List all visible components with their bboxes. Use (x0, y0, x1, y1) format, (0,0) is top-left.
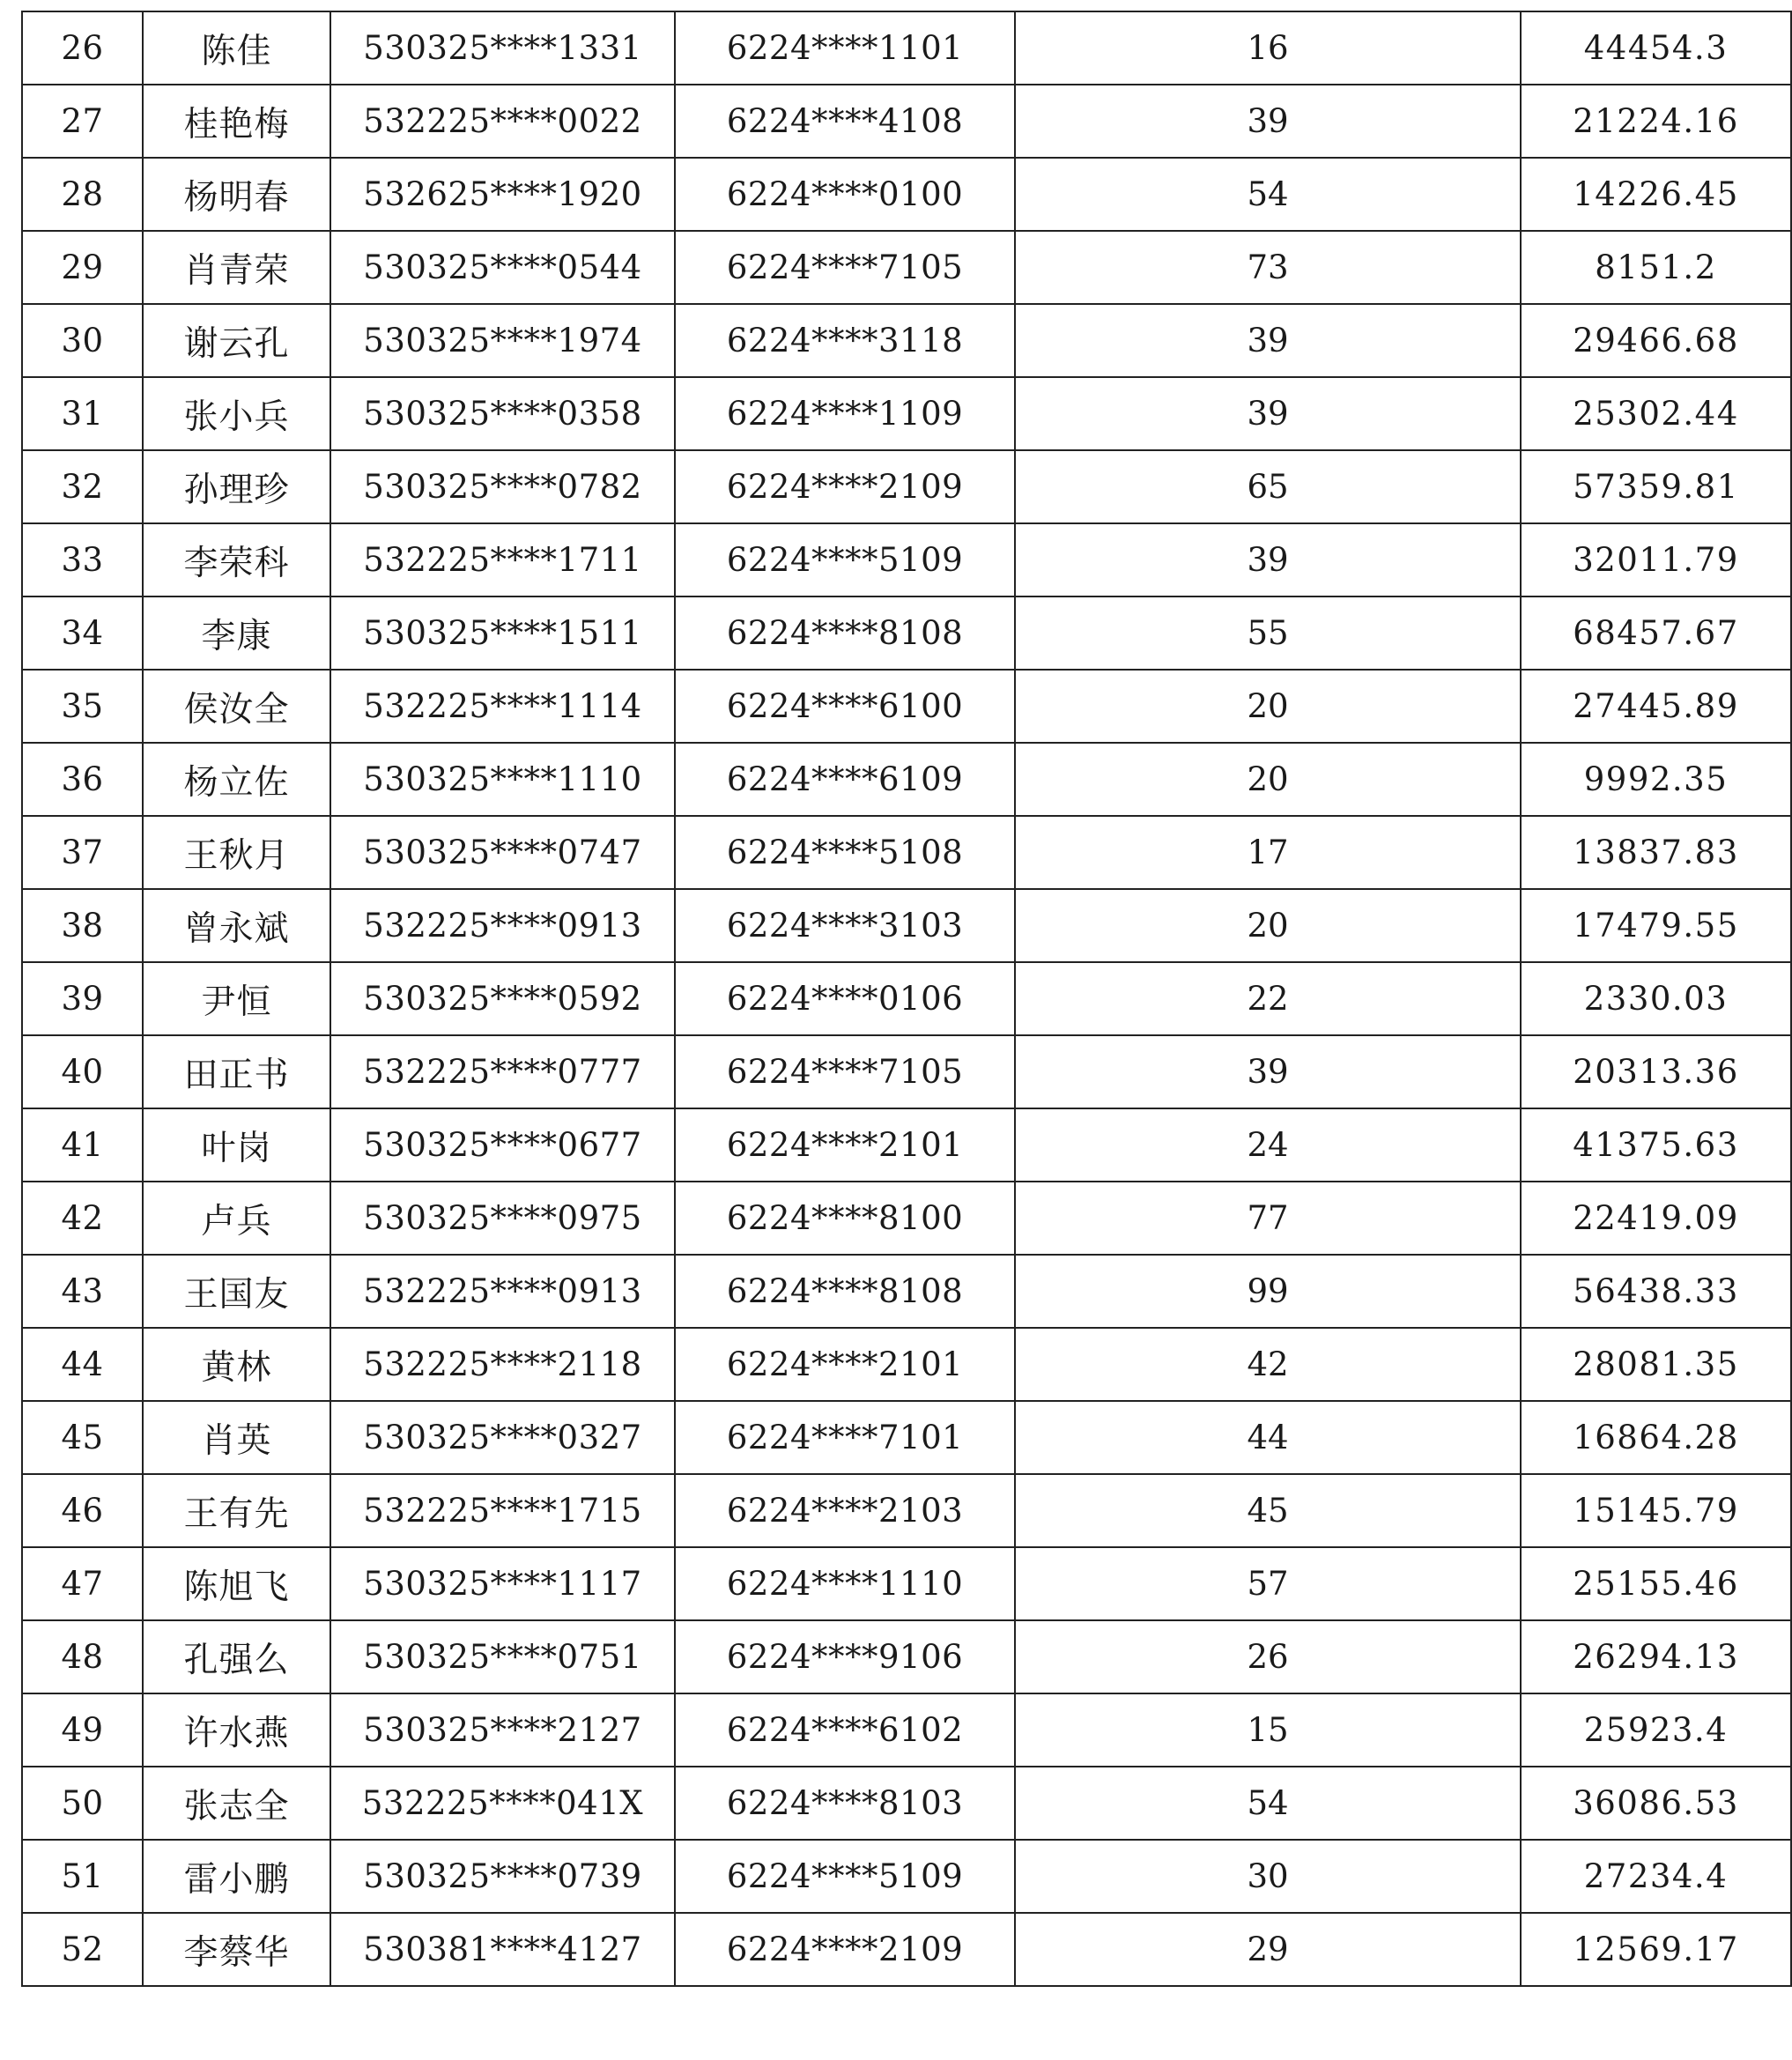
cell-amount: 25923.4 (1521, 1693, 1791, 1767)
cell-person-name: 卢兵 (143, 1182, 330, 1255)
cell-bank-card: 6224****0106 (675, 962, 1015, 1035)
cell-person-name: 曾永斌 (143, 889, 330, 962)
cell-bank-card: 6224****3103 (675, 889, 1015, 962)
cell-amount: 36086.53 (1521, 1767, 1791, 1840)
table-row (22, 743, 1791, 816)
cell-id-number: 532225****2118 (330, 1328, 675, 1401)
table-row (22, 1693, 1791, 1767)
cell-person-name: 雷小鹏 (143, 1840, 330, 1913)
cell-person-name: 李蔡华 (143, 1913, 330, 1986)
cell-id-number: 530325****1974 (330, 304, 675, 377)
cell-id-number: 532225****0777 (330, 1035, 675, 1108)
table-row (22, 1182, 1791, 1255)
cell-person-name: 黄林 (143, 1328, 330, 1401)
cell-serial-number: 30 (22, 304, 143, 377)
cell-bank-card: 6224****8100 (675, 1182, 1015, 1255)
cell-count: 39 (1015, 377, 1521, 450)
cell-count: 22 (1015, 962, 1521, 1035)
cell-person-name: 肖英 (143, 1401, 330, 1474)
cell-bank-card: 6224****2101 (675, 1328, 1015, 1401)
cell-person-name: 孙理珍 (143, 450, 330, 523)
cell-amount: 16864.28 (1521, 1401, 1791, 1474)
cell-amount: 22419.09 (1521, 1182, 1791, 1255)
cell-id-number: 532225****1711 (330, 523, 675, 597)
cell-bank-card: 6224****2109 (675, 1913, 1015, 1986)
cell-amount: 68457.67 (1521, 597, 1791, 670)
table-row (22, 450, 1791, 523)
cell-count: 17 (1015, 816, 1521, 889)
cell-person-name: 杨明春 (143, 158, 330, 231)
cell-person-name: 谢云孔 (143, 304, 330, 377)
cell-bank-card: 6224****1101 (675, 11, 1015, 85)
cell-amount: 26294.13 (1521, 1620, 1791, 1693)
cell-bank-card: 6224****9106 (675, 1620, 1015, 1693)
cell-amount: 17479.55 (1521, 889, 1791, 962)
cell-amount: 28081.35 (1521, 1328, 1791, 1401)
cell-id-number: 530381****4127 (330, 1913, 675, 1986)
cell-bank-card: 6224****0100 (675, 158, 1015, 231)
cell-serial-number: 47 (22, 1547, 143, 1620)
cell-amount: 27445.89 (1521, 670, 1791, 743)
cell-count: 26 (1015, 1620, 1521, 1693)
table-row (22, 85, 1791, 158)
cell-bank-card: 6224****2101 (675, 1108, 1015, 1182)
cell-serial-number: 38 (22, 889, 143, 962)
cell-bank-card: 6224****5109 (675, 1840, 1015, 1913)
table-row (22, 377, 1791, 450)
table-row (22, 523, 1791, 597)
cell-count: 73 (1015, 231, 1521, 304)
cell-bank-card: 6224****8108 (675, 1255, 1015, 1328)
cell-serial-number: 35 (22, 670, 143, 743)
cell-id-number: 532225****1114 (330, 670, 675, 743)
cell-serial-number: 26 (22, 11, 143, 85)
table-row (22, 11, 1791, 85)
cell-person-name: 王有先 (143, 1474, 330, 1547)
cell-id-number: 530325****0747 (330, 816, 675, 889)
cell-amount: 9992.35 (1521, 743, 1791, 816)
table-row (22, 670, 1791, 743)
cell-amount: 20313.36 (1521, 1035, 1791, 1108)
cell-id-number: 530325****0544 (330, 231, 675, 304)
table-row (22, 889, 1791, 962)
cell-id-number: 530325****0782 (330, 450, 675, 523)
cell-person-name: 侯汝全 (143, 670, 330, 743)
cell-serial-number: 49 (22, 1693, 143, 1767)
cell-amount: 2330.03 (1521, 962, 1791, 1035)
cell-id-number: 532225****1715 (330, 1474, 675, 1547)
cell-count: 65 (1015, 450, 1521, 523)
cell-amount: 41375.63 (1521, 1108, 1791, 1182)
cell-serial-number: 33 (22, 523, 143, 597)
cell-person-name: 陈旭飞 (143, 1547, 330, 1620)
cell-count: 39 (1015, 304, 1521, 377)
cell-id-number: 530325****1117 (330, 1547, 675, 1620)
cell-serial-number: 41 (22, 1108, 143, 1182)
cell-serial-number: 36 (22, 743, 143, 816)
cell-person-name: 尹恒 (143, 962, 330, 1035)
table-row (22, 1620, 1791, 1693)
cell-amount: 44454.3 (1521, 11, 1791, 85)
cell-bank-card: 6224****3118 (675, 304, 1015, 377)
cell-count: 30 (1015, 1840, 1521, 1913)
table-row (22, 1401, 1791, 1474)
cell-serial-number: 29 (22, 231, 143, 304)
cell-id-number: 530325****1110 (330, 743, 675, 816)
cell-amount: 32011.79 (1521, 523, 1791, 597)
table-row (22, 1767, 1791, 1840)
cell-id-number: 530325****0751 (330, 1620, 675, 1693)
cell-person-name: 田正书 (143, 1035, 330, 1108)
cell-amount: 8151.2 (1521, 231, 1791, 304)
cell-amount: 14226.45 (1521, 158, 1791, 231)
cell-serial-number: 37 (22, 816, 143, 889)
cell-amount: 57359.81 (1521, 450, 1791, 523)
cell-id-number: 532225****0022 (330, 85, 675, 158)
cell-person-name: 张小兵 (143, 377, 330, 450)
cell-serial-number: 39 (22, 962, 143, 1035)
cell-bank-card: 6224****8103 (675, 1767, 1015, 1840)
table-row (22, 962, 1791, 1035)
cell-amount: 25302.44 (1521, 377, 1791, 450)
cell-amount: 56438.33 (1521, 1255, 1791, 1328)
payment-roster-table (21, 11, 1792, 1987)
cell-serial-number: 31 (22, 377, 143, 450)
cell-bank-card: 6224****5109 (675, 523, 1015, 597)
cell-serial-number: 43 (22, 1255, 143, 1328)
cell-id-number: 532225****0913 (330, 1255, 675, 1328)
table-row (22, 1840, 1791, 1913)
cell-person-name: 桂艳梅 (143, 85, 330, 158)
cell-count: 15 (1015, 1693, 1521, 1767)
cell-amount: 25155.46 (1521, 1547, 1791, 1620)
cell-bank-card: 6224****1109 (675, 377, 1015, 450)
cell-serial-number: 42 (22, 1182, 143, 1255)
cell-bank-card: 6224****5108 (675, 816, 1015, 889)
cell-amount: 27234.4 (1521, 1840, 1791, 1913)
cell-bank-card: 6224****4108 (675, 85, 1015, 158)
cell-serial-number: 50 (22, 1767, 143, 1840)
table-row (22, 597, 1791, 670)
table-row (22, 231, 1791, 304)
cell-bank-card: 6224****7101 (675, 1401, 1015, 1474)
cell-count: 29 (1015, 1913, 1521, 1986)
cell-person-name: 张志全 (143, 1767, 330, 1840)
cell-bank-card: 6224****1110 (675, 1547, 1015, 1620)
cell-bank-card: 6224****6100 (675, 670, 1015, 743)
cell-count: 54 (1015, 158, 1521, 231)
cell-id-number: 532225****0913 (330, 889, 675, 962)
cell-count: 57 (1015, 1547, 1521, 1620)
table-row (22, 158, 1791, 231)
cell-id-number: 530325****0358 (330, 377, 675, 450)
cell-serial-number: 28 (22, 158, 143, 231)
cell-person-name: 杨立佐 (143, 743, 330, 816)
cell-serial-number: 44 (22, 1328, 143, 1401)
cell-id-number: 530325****0592 (330, 962, 675, 1035)
cell-serial-number: 32 (22, 450, 143, 523)
cell-person-name: 陈佳 (143, 11, 330, 85)
cell-amount: 12569.17 (1521, 1913, 1791, 1986)
cell-count: 45 (1015, 1474, 1521, 1547)
cell-serial-number: 40 (22, 1035, 143, 1108)
cell-serial-number: 48 (22, 1620, 143, 1693)
cell-serial-number: 34 (22, 597, 143, 670)
cell-person-name: 李康 (143, 597, 330, 670)
cell-count: 54 (1015, 1767, 1521, 1840)
cell-amount: 29466.68 (1521, 304, 1791, 377)
cell-id-number: 530325****0677 (330, 1108, 675, 1182)
cell-serial-number: 45 (22, 1401, 143, 1474)
cell-bank-card: 6224****2109 (675, 450, 1015, 523)
cell-count: 39 (1015, 85, 1521, 158)
cell-count: 99 (1015, 1255, 1521, 1328)
cell-amount: 13837.83 (1521, 816, 1791, 889)
cell-bank-card: 6224****6109 (675, 743, 1015, 816)
table-row (22, 1913, 1791, 1986)
cell-serial-number: 52 (22, 1913, 143, 1986)
table-row (22, 1108, 1791, 1182)
cell-serial-number: 27 (22, 85, 143, 158)
cell-count: 55 (1015, 597, 1521, 670)
cell-bank-card: 6224****7105 (675, 1035, 1015, 1108)
cell-bank-card: 6224****6102 (675, 1693, 1015, 1767)
cell-id-number: 530325****0975 (330, 1182, 675, 1255)
cell-count: 42 (1015, 1328, 1521, 1401)
cell-count: 16 (1015, 11, 1521, 85)
cell-id-number: 530325****2127 (330, 1693, 675, 1767)
table-row (22, 1474, 1791, 1547)
cell-person-name: 王国友 (143, 1255, 330, 1328)
cell-bank-card: 6224****2103 (675, 1474, 1015, 1547)
cell-id-number: 532225****041X (330, 1767, 675, 1840)
cell-count: 20 (1015, 743, 1521, 816)
cell-id-number: 530325****1511 (330, 597, 675, 670)
cell-count: 20 (1015, 670, 1521, 743)
document-page (21, 11, 1739, 1987)
cell-count: 44 (1015, 1401, 1521, 1474)
cell-bank-card: 6224****7105 (675, 231, 1015, 304)
cell-count: 20 (1015, 889, 1521, 962)
table-row (22, 1035, 1791, 1108)
cell-person-name: 王秋月 (143, 816, 330, 889)
cell-count: 39 (1015, 523, 1521, 597)
table-row (22, 304, 1791, 377)
cell-amount: 15145.79 (1521, 1474, 1791, 1547)
cell-id-number: 530325****0327 (330, 1401, 675, 1474)
cell-id-number: 530325****1331 (330, 11, 675, 85)
table-row (22, 1255, 1791, 1328)
cell-person-name: 肖青荣 (143, 231, 330, 304)
cell-bank-card: 6224****8108 (675, 597, 1015, 670)
table-body (22, 11, 1791, 1986)
cell-id-number: 532625****1920 (330, 158, 675, 231)
cell-person-name: 叶岗 (143, 1108, 330, 1182)
cell-id-number: 530325****0739 (330, 1840, 675, 1913)
cell-person-name: 许水燕 (143, 1693, 330, 1767)
table-row (22, 816, 1791, 889)
cell-amount: 21224.16 (1521, 85, 1791, 158)
cell-person-name: 李荣科 (143, 523, 330, 597)
cell-count: 24 (1015, 1108, 1521, 1182)
cell-count: 77 (1015, 1182, 1521, 1255)
cell-count: 39 (1015, 1035, 1521, 1108)
cell-serial-number: 46 (22, 1474, 143, 1547)
cell-person-name: 孔强么 (143, 1620, 330, 1693)
table-row (22, 1547, 1791, 1620)
cell-serial-number: 51 (22, 1840, 143, 1913)
table-row (22, 1328, 1791, 1401)
